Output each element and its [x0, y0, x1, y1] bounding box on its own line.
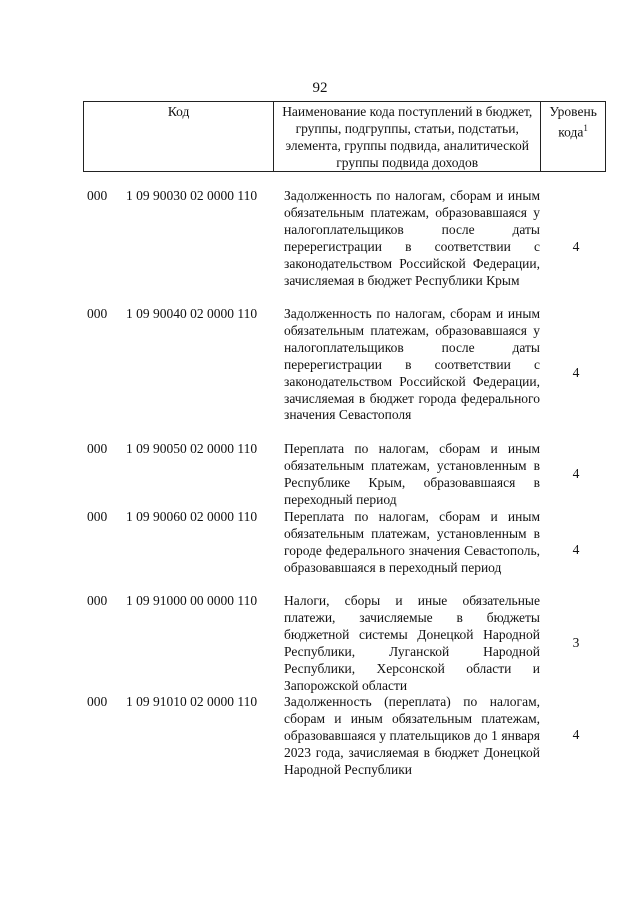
income-code: 1 09 90050 02 0000 110 — [126, 441, 258, 456]
admin-code: 000 — [87, 306, 108, 321]
page-number: 92 — [312, 80, 328, 96]
income-name: Переплата по налогам, сборам и иным обязательным платежам, установленным в городе федерального значения Севастополь, образовавшаяся в переходный период — [284, 509, 540, 575]
admin-code: 000 — [87, 441, 108, 456]
income-name: Задолженность по налогам, сборам и иным обязательным платежам, образовавшаяся у налогоплательщиков после даты перерегистрации в соответствии с законодательством Российской Федерации, зачисляемая в бюджет города федерального значения Севастополя — [284, 306, 540, 423]
code-level: 4 — [572, 542, 580, 557]
table-row — [0, 694, 640, 784]
table-header — [83, 101, 606, 172]
income-code: 1 09 90040 02 0000 110 — [126, 306, 258, 321]
income-name: Задолженность по налогам, сборам и иным обязательным платежам, образовавшаяся у налогоплательщиков после даты перерегистрации в соответствии с законодательством Российской Федерации, зачисляемая в бюджет Республики Крым — [284, 188, 540, 288]
code-level: 3 — [572, 635, 580, 650]
table-row — [0, 188, 640, 306]
table-body — [0, 188, 640, 784]
income-name: Налоги, сборы и иные обязательные платежи, зачисляемые в бюджеты бюджетной системы Донецкой Народной Республики, Луганской Народной Республики, Херсонской области и Запорожской области — [284, 593, 540, 693]
income-code: 1 09 91000 00 0000 110 — [126, 593, 258, 608]
header-level — [541, 102, 606, 172]
code-level: 4 — [572, 466, 580, 481]
income-code: 1 09 90060 02 0000 110 — [126, 509, 258, 524]
income-name: Переплата по налогам, сборам и иным обязательным платежам, установленным в Республике Крым, образовавшаяся в переходный период — [284, 441, 540, 507]
code-level: 4 — [572, 365, 580, 380]
admin-code: 000 — [87, 188, 108, 203]
income-name: Задолженность (переплата) по налогам, сборам и иным обязательным платежам, образовавшаяся у плательщиков до 1 января 2023 года, зачисляемая в бюджет Донецкой Народной Республики — [284, 694, 540, 777]
income-code: 1 09 90030 02 0000 110 — [126, 188, 258, 203]
code-level: 4 — [572, 727, 580, 742]
header-name: Наименование кода поступлений в бюджет, группы, подгруппы, статьи, подстатьи, элемента, группы подвида, аналитической группы подвида доходов — [274, 102, 541, 172]
header-code: Код — [84, 102, 274, 172]
table-row — [0, 593, 640, 694]
income-code: 1 09 91010 02 0000 110 — [126, 694, 258, 709]
code-level: 4 — [572, 239, 580, 254]
table-row — [0, 509, 640, 593]
table-row — [0, 441, 640, 509]
admin-code: 000 — [87, 509, 108, 524]
admin-code: 000 — [87, 694, 108, 709]
header-level-footnote: 1 — [583, 123, 588, 133]
header-level-label: Уровень кода — [549, 104, 597, 140]
admin-code: 000 — [87, 593, 108, 608]
table-row — [0, 306, 640, 441]
